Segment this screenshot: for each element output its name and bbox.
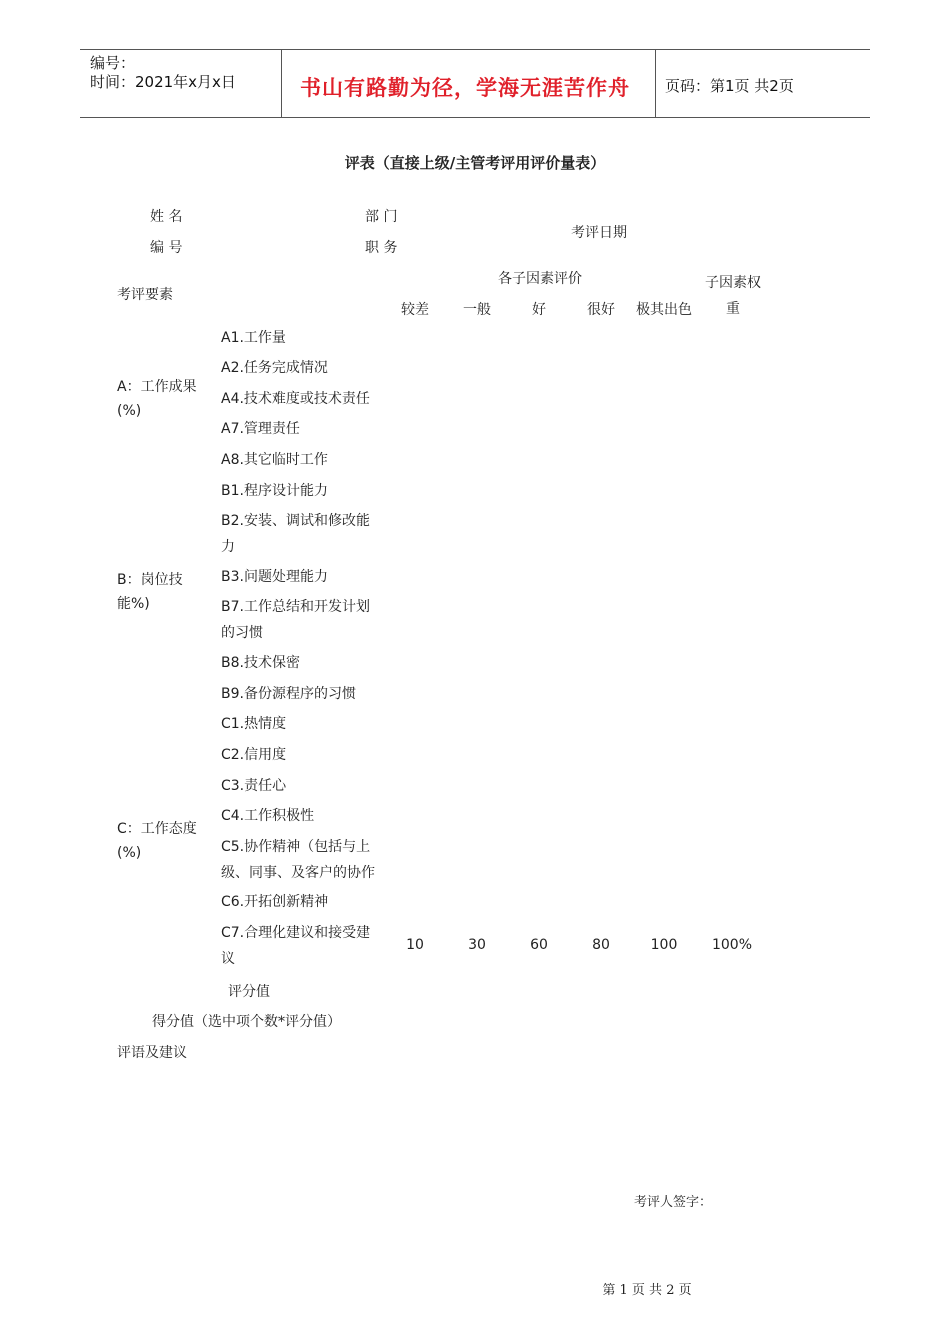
- level-poor: 较差: [401, 302, 429, 318]
- score-value-label: 评分值: [228, 984, 270, 1000]
- header-top-rule: [80, 49, 870, 50]
- header-motto: 书山有路勤为径，学海无涯苦作舟: [300, 76, 630, 100]
- header-number-label: 编号：: [90, 54, 136, 72]
- item-c1: C1.热情度: [221, 716, 287, 732]
- header-elements: 考评要素: [117, 287, 173, 303]
- item-b2: B2.安装、调试和修改能力: [221, 513, 370, 555]
- item-b8: B8.技术保密: [221, 655, 300, 671]
- level-good: 好: [532, 302, 546, 318]
- section-a-label: A：工作成果(%): [117, 379, 197, 419]
- item-c4: C4.工作积极性: [221, 808, 315, 824]
- level-excellent: 极其出色: [636, 302, 692, 318]
- score-good: 60: [530, 937, 548, 953]
- item-a8: A8.其它临时工作: [221, 452, 328, 468]
- field-department-label: 部 门: [365, 209, 398, 225]
- score-very-good: 80: [592, 937, 610, 953]
- comments-label: 评语及建议: [117, 1045, 187, 1061]
- signature-label: 考评人签字：: [634, 1195, 713, 1210]
- item-b1: B1.程序设计能力: [221, 483, 328, 499]
- item-c2: C2.信用度: [221, 747, 287, 763]
- section-b-label: B：岗位技能%): [117, 572, 183, 612]
- item-b7: B7.工作总结和开发计划的习惯: [221, 599, 370, 641]
- score-poor: 10: [406, 937, 424, 953]
- item-a7: A7.管理责任: [221, 421, 300, 437]
- document-title: 评表（直接上级/主管考评用评价量表）: [344, 154, 606, 172]
- field-name-label: 姓 名: [150, 209, 183, 225]
- item-c7: C7.合理化建议和接受建议: [221, 925, 371, 967]
- page-footer: 第 1 页 共 2 页: [602, 1283, 692, 1298]
- header-sub-factor-eval: 各子因素评价: [498, 271, 582, 287]
- section-c-label: C：工作态度(%): [117, 821, 197, 861]
- level-average: 一般: [463, 302, 491, 318]
- field-position-label: 职 务: [365, 240, 398, 256]
- score-average: 30: [468, 937, 486, 953]
- score-excellent: 100: [650, 937, 678, 953]
- field-eval-date-label: 考评日期: [571, 225, 627, 241]
- item-a2: A2.任务完成情况: [221, 360, 328, 376]
- item-c5: C5.协作精神（包括与上级、同事、及客户的协作: [221, 839, 375, 881]
- item-a1: A1.工作量: [221, 330, 286, 346]
- header-divider-left: [281, 49, 282, 117]
- item-a4: A4.技术难度或技术责任: [221, 391, 370, 407]
- total-score-label: 得分值（选中项个数*评分值）: [152, 1014, 341, 1030]
- field-number-label: 编 号: [150, 240, 183, 256]
- header-divider-right: [655, 49, 656, 117]
- item-c6: C6.开拓创新精神: [221, 894, 329, 910]
- header-weight: 子因素权重: [705, 275, 761, 317]
- item-c3: C3.责任心: [221, 778, 287, 794]
- header-page-info: 页码：第1页 共2页: [665, 77, 794, 95]
- item-b9: B9.备份源程序的习惯: [221, 686, 356, 702]
- header-bottom-rule: [80, 117, 870, 118]
- level-very-good: 很好: [587, 302, 615, 318]
- item-b3: B3.问题处理能力: [221, 569, 328, 585]
- weight-total: 100%: [711, 937, 753, 953]
- header-time-label: 时间：2021年x月x日: [90, 73, 236, 91]
